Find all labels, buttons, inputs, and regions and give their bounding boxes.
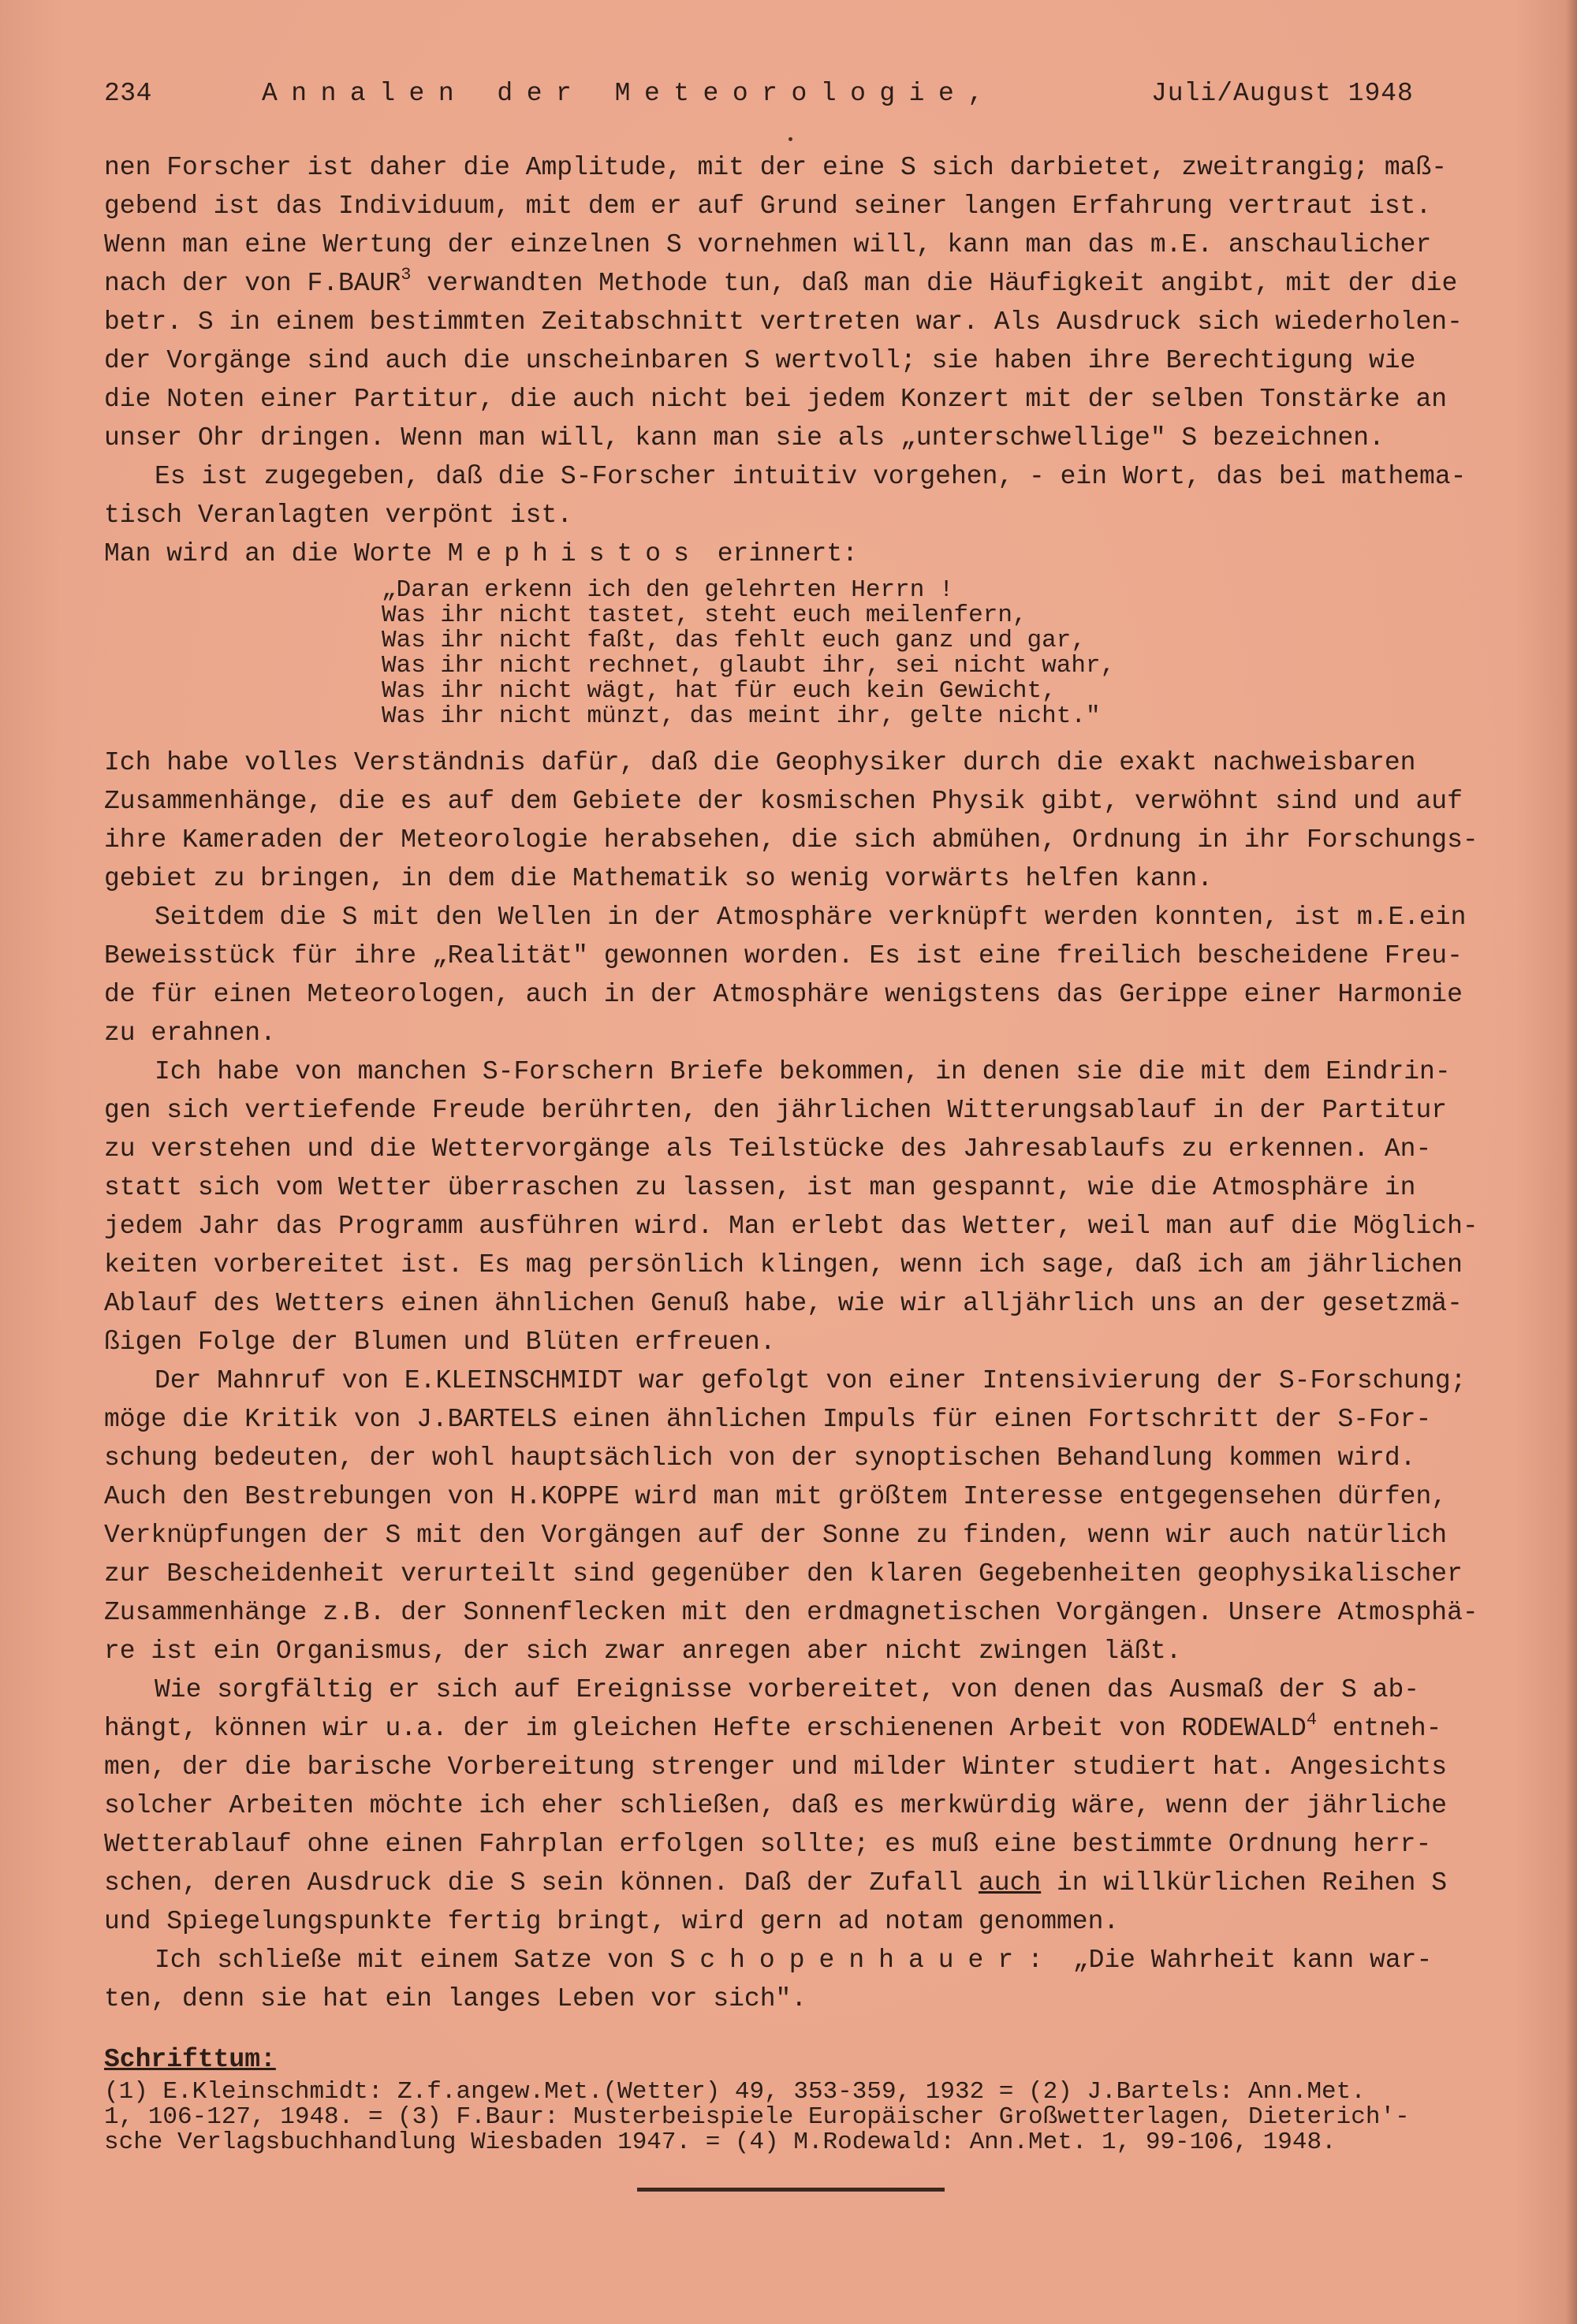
text-line: de für einen Meteorologen, auch in der Atmosphäre wenigstens das Gerippe einer Harmonie [104, 980, 1463, 1009]
text-line: tisch Veranlagten verpönt ist. [104, 501, 573, 530]
text-line: möge die Kritik von J.BARTELS einen ähnlichen Impuls für einen Fortschritt der S-For- [104, 1405, 1432, 1434]
text-line: unser Ohr dringen. Wenn man will, kann man sie als „unterschwellige" S bezeichnen. [104, 423, 1385, 453]
text-line: Auch den Bestrebungen von H.KOPPE wird man mit größtem Interesse entgegensehen dürfen, [104, 1482, 1448, 1511]
text-fragment: schen, deren Ausdruck die S sein können. Daß der Zufall [104, 1868, 979, 1898]
issue-date: Juli/August 1948 [1151, 79, 1414, 108]
text-line: Zusammenhänge z.B. der Sonnenflecken mit den erdmagnetischen Vorgängen. Unsere Atmosphä- [104, 1598, 1478, 1627]
text-line: zu erahnen. [104, 1019, 276, 1048]
text-line [104, 1941, 1492, 1979]
journal-title: Annalen der Meteorologie, [262, 79, 997, 108]
footnote-ref: 4 [1306, 1710, 1318, 1730]
footnote-ref: 3 [401, 265, 412, 285]
text-line: re ist ein Organismus, der sich zwar anregen aber nicht zwingen läßt. [104, 1637, 1182, 1666]
text-fragment: nach der von F.BAUR [104, 269, 401, 298]
quote-line: Was ihr nicht faßt, das fehlt euch ganz und gar, [382, 627, 1086, 654]
text-line: statt sich vom Wetter überraschen zu lassen, ist man gespannt, wie die Atmosphäre in [104, 1173, 1416, 1202]
references-heading: Schrifttum: [104, 2045, 276, 2074]
text-line: Zusammenhänge, die es auf dem Gebiete der kosmischen Physik gibt, verwöhnt sind und auf [104, 787, 1463, 816]
text-fragment: verwandten Methode tun, daß man die Häufigkeit angibt, mit der die [411, 269, 1458, 298]
text-line: schung bedeuten, der wohl hauptsächlich von der synoptischen Behandlung kommen wird. [104, 1443, 1416, 1473]
article-body [104, 148, 1492, 2018]
text-line: gen sich vertiefende Freude berührten, den jährlichen Witterungsablauf in der Partitur [104, 1096, 1448, 1125]
page-number: 234 [104, 79, 152, 108]
text-fragment: Ich schließe mit einem Satze von [155, 1946, 670, 1975]
text-line [104, 1709, 1492, 1748]
page-edge-shadow [1566, 0, 1577, 2324]
running-header [104, 79, 1460, 118]
text-line: keiten vorbereitet ist. Es mag persönlich klingen, wenn ich sage, daß ich am jährlichen [104, 1250, 1463, 1279]
text-line: gebiet zu bringen, in dem die Mathematik so wenig vorwärts helfen kann. [104, 864, 1214, 893]
text-line: men, der die barische Vorbereitung strenger und milder Winter studiert hat. Angesichts [104, 1752, 1448, 1782]
text-fragment: hängt, können wir u.a. der im gleichen Hefte erschienenen Arbeit von RODEWALD [104, 1714, 1307, 1743]
text-line: Beweisstück für ihre „Realität" gewonnen worden. Es ist eine freilich bescheidene Freu- [104, 941, 1463, 970]
text-line: betr. S in einem bestimmten Zeitabschnitt vertreten war. Als Ausdruck sich wiederholen- [104, 307, 1463, 337]
text-line [104, 534, 1492, 573]
text-line: Ich habe volles Verständnis dafür, daß die Geophysiker durch die exakt nachweisbaren [104, 748, 1416, 777]
text-fragment: „Die Wahrheit kann war- [1057, 1946, 1433, 1975]
text-line: gebend ist das Individuum, mit dem er auf Grund seiner langen Erfahrung vertraut ist. [104, 192, 1432, 221]
references-section [104, 2040, 1492, 2155]
text-line: Wenn man eine Wertung der einzelnen S vornehmen will, kann man das m.E. anschaulicher [104, 230, 1432, 259]
text-fragment: erinnert: [701, 539, 858, 568]
text-line: Es ist zugegeben, daß die S-Forscher intuitiv vorgehen, - ein Wort, das bei mathema- [155, 462, 1467, 491]
text-fragment: entneh- [1317, 1714, 1442, 1743]
text-fragment: in willkürlichen Reihen S [1041, 1868, 1448, 1898]
text-line: Seitdem die S mit den Wellen in der Atmosphäre verknüpft werden konnten, ist m.E.ein [155, 903, 1467, 932]
text-line: ihre Kameraden der Meteorologie herabsehen, die sich abmühen, Ordnung in ihr Forschungs- [104, 825, 1478, 855]
spaced-name: Schopenhauer: [669, 1946, 1057, 1975]
text-line: Wetterablauf ohne einen Fahrplan erfolgen sollte; es muß eine bestimmte Ordnung herr- [104, 1830, 1432, 1859]
text-line: Ich habe von manchen S-Forschern Briefe bekommen, in denen sie die mit dem Eindrin- [155, 1057, 1451, 1086]
text-line: und Spiegelungspunkte fertig bringt, wird gern ad notam genommen. [104, 1907, 1120, 1936]
text-line: Der Mahnruf von E.KLEINSCHMIDT war gefolgt von einer Intensivierung der S-Forschung; [155, 1366, 1467, 1395]
text-line: Verknüpfungen der S mit den Vorgängen auf der Sonne zu finden, wenn wir auch natürlich [104, 1521, 1448, 1550]
spaced-name: Mephistos [447, 539, 702, 568]
text-line [104, 1864, 1492, 1902]
text-line: nen Forscher ist daher die Amplitude, mit der eine S sich darbietet, zweitrangig; maß- [104, 153, 1448, 182]
text-line [104, 264, 1492, 303]
quote-line: Was ihr nicht münzt, das meint ihr, gelte nicht." [382, 702, 1101, 730]
text-line: die Noten einer Partitur, die auch nicht bei jedem Konzert mit der selben Tonstärke an [104, 385, 1448, 414]
text-line: ßigen Folge der Blumen und Blüten erfreuen. [104, 1328, 776, 1357]
ink-speck [788, 137, 792, 141]
reference-line: (1) E.Kleinschmidt: Z.f.angew.Met.(Wetter) 49, 353-359, 1932 = (2) J.Bartels: Ann.Met. [104, 2078, 1366, 2106]
text-line: Wie sorgfältig er sich auf Ereignisse vorbereitet, von denen das Ausmaß der S ab- [155, 1675, 1420, 1704]
reference-line: sche Verlagsbuchhandlung Wiesbaden 1947. = (4) M.Rodewald: Ann.Met. 1, 99-106, 1948. [104, 2128, 1337, 2156]
text-line: ten, denn sie hat ein langes Leben vor sich". [104, 1984, 807, 2013]
underlined-word: auch [978, 1868, 1042, 1898]
text-line: jedem Jahr das Programm ausführen wird. Man erlebt das Wetter, weil man auf die Möglich- [104, 1212, 1478, 1241]
text-fragment: Man wird an die Worte [104, 539, 448, 568]
text-line: zu verstehen und die Wettervorgänge als Teilstücke des Jahresablaufs zu erkennen. An- [104, 1134, 1432, 1164]
quote-line: Was ihr nicht tastet, steht euch meilenfern, [382, 601, 1027, 629]
quote-line: „Daran erkenn ich den gelehrten Herrn ! [382, 576, 954, 604]
end-rule [637, 2188, 945, 2192]
text-line: solcher Arbeiten möchte ich eher schließen, daß es merkwürdig wäre, wenn der jährliche [104, 1791, 1448, 1820]
text-line: der Vorgänge sind auch die unscheinbaren S wertvoll; sie haben ihre Berechtigung wie [104, 346, 1416, 375]
quote-line: Was ihr nicht wägt, hat für euch kein Gewicht, [382, 677, 1057, 705]
quote-line: Was ihr nicht rechnet, glaubt ihr, sei nicht wahr, [382, 652, 1116, 680]
text-line: Ablauf des Wetters einen ähnlichen Genuß habe, wie wir alljährlich uns an der gesetzmä- [104, 1289, 1463, 1318]
reference-line: 1, 106-127, 1948. = (3) F.Baur: Musterbeispiele Europäischer Großwetterlagen, Dieterich'- [104, 2103, 1410, 2131]
text-line: zur Bescheidenheit verurteilt sind gegenüber den klaren Gegebenheiten geophysikalischer [104, 1559, 1463, 1588]
